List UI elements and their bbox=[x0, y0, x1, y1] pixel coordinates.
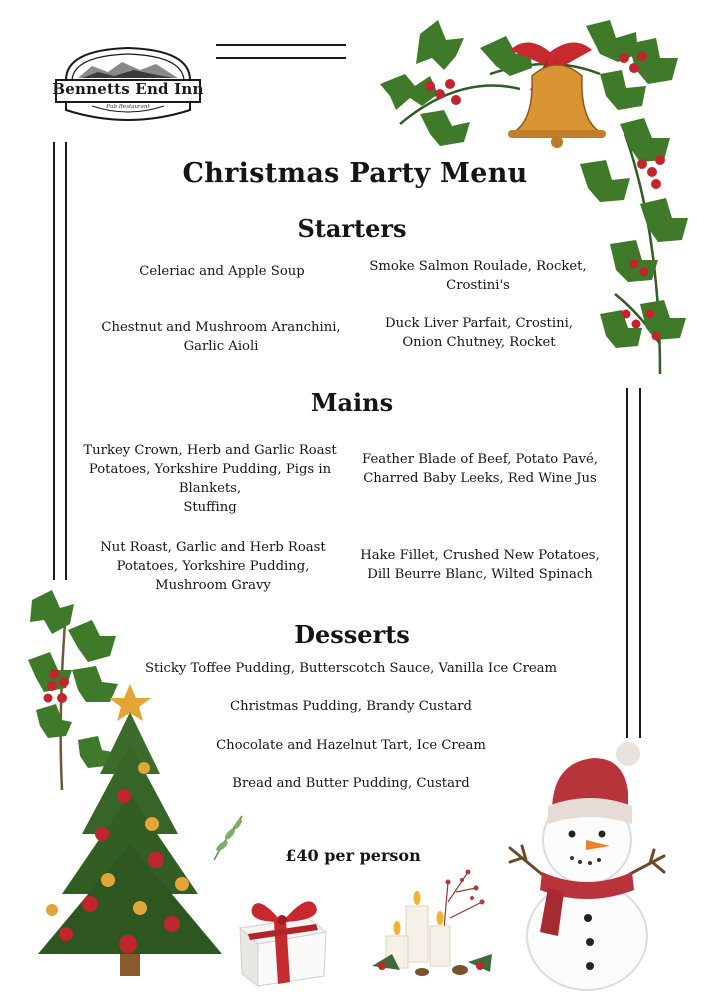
mains-heading: Mains bbox=[310, 388, 394, 417]
dessert-item: Sticky Toffee Pudding, Butterscotch Sauce, Vanilla Ice Cream bbox=[144, 661, 558, 676]
starter-item: Smoke Salmon Roulade, Rocket, Crostini's bbox=[369, 259, 587, 293]
snowman-icon bbox=[504, 740, 670, 992]
main-item: Turkey Crown, Herb and Garlic Roast Potatoes, Yorkshire Pudding, Pigs in Blankets, bbox=[83, 443, 337, 496]
main-item: Feather Blade of Beef, Potato Pavé, Charred Baby Leeks, Red Wine Jus bbox=[362, 452, 598, 486]
logo bbox=[52, 44, 204, 128]
dessert-item: Bread and Butter Pudding, Custard bbox=[232, 776, 470, 791]
left-border-line bbox=[65, 142, 67, 580]
dessert-item: Christmas Pudding, Brandy Custard bbox=[230, 699, 472, 714]
right-border-line bbox=[626, 388, 628, 738]
christmas-tree-icon bbox=[32, 684, 228, 984]
desserts-heading: Desserts bbox=[294, 620, 410, 649]
top-rule bbox=[216, 44, 346, 46]
menu-title: Christmas Party Menu bbox=[182, 158, 528, 189]
starter-item: Celeriac and Apple Soup bbox=[139, 264, 305, 279]
gift-icon bbox=[234, 888, 330, 988]
candles-icon bbox=[372, 862, 496, 978]
starters-heading: Starters bbox=[297, 214, 407, 243]
starter-item: Duck Liver Parfait, Crostini, Onion Chutney, Rocket bbox=[385, 316, 573, 350]
left-border-line bbox=[53, 142, 55, 580]
logo-name: Bennetts End Inn bbox=[52, 80, 204, 98]
leaf-sprig-icon bbox=[208, 812, 248, 862]
top-rule bbox=[216, 57, 346, 59]
logo-tagline: Pub Restaurant bbox=[106, 104, 150, 110]
main-item: Nut Roast, Garlic and Herb Roast Potatoes, Yorkshire Pudding, Mushroom Gravy bbox=[100, 540, 326, 593]
starter-item: Chestnut and Mushroom Aranchini, Garlic Aioli bbox=[101, 320, 341, 354]
dessert-item: Chocolate and Hazelnut Tart, Ice Cream bbox=[216, 738, 486, 753]
right-border-line bbox=[639, 388, 641, 738]
main-item: Hake Fillet, Crushed New Potatoes, Dill Beurre Blanc, Wilted Spinach bbox=[360, 548, 600, 582]
main-item: Stuffing bbox=[183, 500, 237, 515]
price: £40 per person bbox=[285, 846, 421, 865]
